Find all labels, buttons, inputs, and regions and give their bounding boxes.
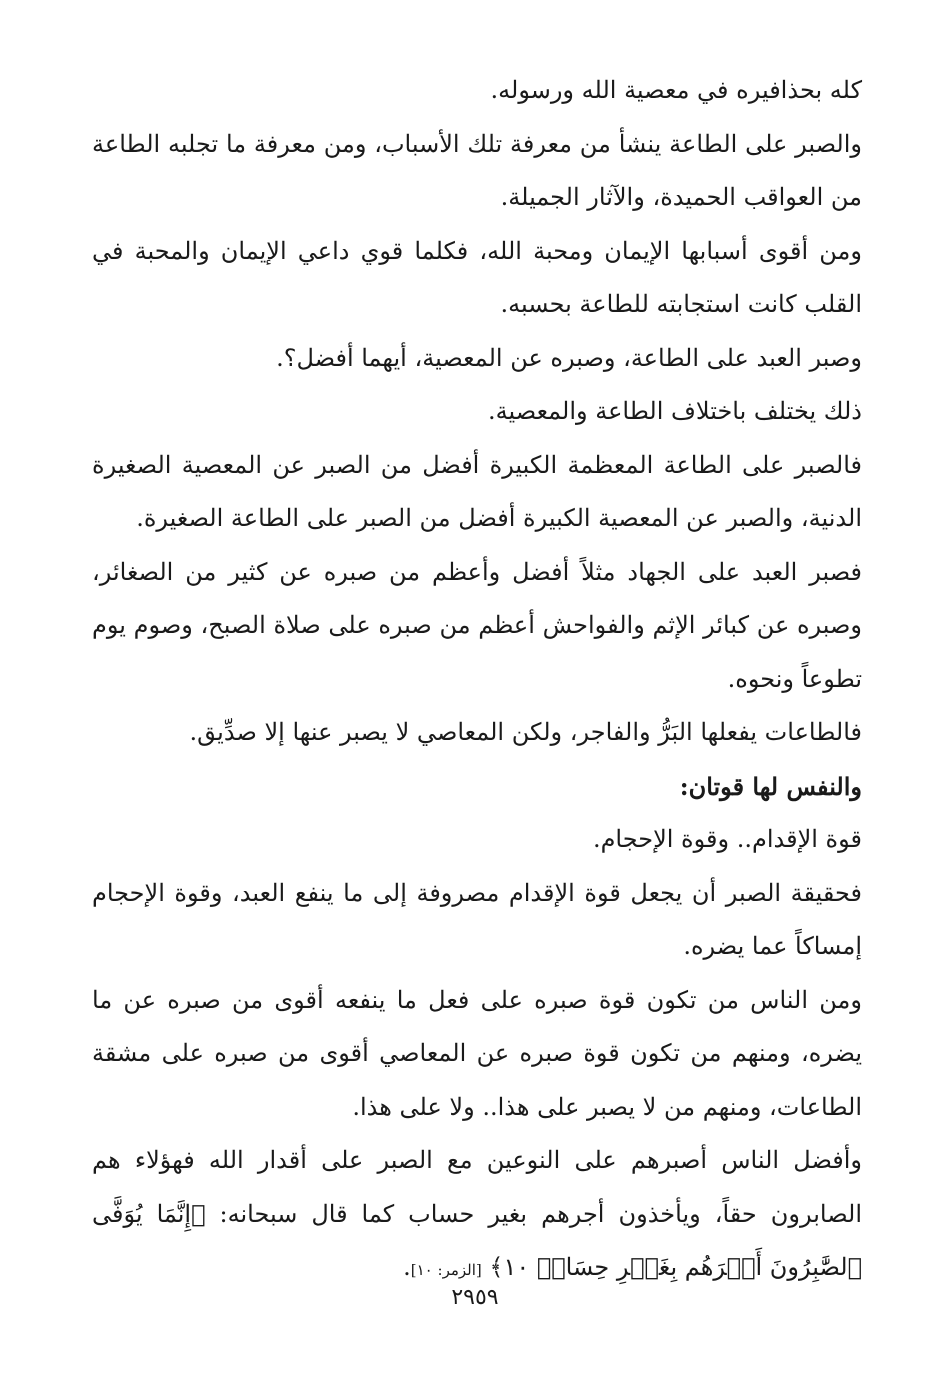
paragraph: قوة الإقدام.. وقوة الإحجام. — [592, 825, 862, 853]
final-period: . — [403, 1253, 411, 1281]
final-paragraph-text: وأفضل الناس أصبرهم على النوعين مع الصبر على أقدار الله فهؤلاء هم الصابرون حقاً، ويأخذون أجرهم بغير حساب كما قال سبحانه: — [92, 1146, 863, 1228]
section-heading: والنفس لها قوتان: — [679, 771, 862, 801]
paragraph: ومن أقوى أسبابها الإيمان ومحبة الله، فكلما قوي داعي الإيمان والمحبة في القلب كانت استجابته للطاعة بحسبه. — [92, 236, 862, 318]
final-paragraph — [92, 1134, 862, 1298]
paragraph: كله بحذافيره في معصية الله ورسوله. — [490, 76, 862, 104]
paragraph: وصبر العبد على الطاعة، وصبره عن المعصية، أيهما أفضل؟. — [276, 343, 862, 372]
verse-citation: [الزمر: ١٠] — [410, 1261, 482, 1279]
page-number: ٢٩٥٩ — [451, 1285, 499, 1310]
quran-verse: ﴿إِنَّمَا يُوَفَّى ٱلصَّٰبِرُونَ أَجۡرَهُم بِغَيۡرِ حِسَابٖ ١٠﴾ — [92, 1199, 862, 1281]
paragraph: ذلك يختلف باختلاف الطاعة والمعصية. — [488, 397, 862, 425]
paragraph: فحقيقة الصبر أن يجعل قوة الإقدام مصروفة إلى ما ينفع العبد، وقوة الإحجام إمساكاً عما يضره. — [92, 878, 862, 960]
paragraph: ومن الناس من تكون قوة صبره على فعل ما ينفعه أقوى من صبره عن ما يضره، ومنهم من تكون قوة صبره عن المعاصي أقوى من صبره على مشقة الطاعات، ومنهم من لا يصبر على هذا.. ولا على هذا. — [92, 985, 862, 1121]
paragraph: فالصبر على الطاعة المعظمة الكبيرة أفضل من الصبر عن المعصية الصغيرة الدنية، والصبر عن المعصية الكبيرة أفضل من الصبر على الطاعة الصغيرة. — [92, 450, 862, 532]
paragraph: فالطاعات يفعلها البَرُّ والفاجر، ولكن المعاصي لا يصبر عنها إلا صدِّيق. — [189, 718, 862, 746]
paragraph: فصبر العبد على الجهاد مثلاً أفضل وأعظم من صبره عن كثير من الصغائر، وصبره عن كبائر الإثم والفواحش أعظم من صبره على صلاة الصبح، وصوم يوم تطوعاً ونحوه. — [92, 557, 862, 693]
paragraph: والصبر على الطاعة ينشأ من معرفة تلك الأسباب، ومن معرفة ما تجلبه الطاعة من العواقب الحميدة، والآثار الجميلة. — [92, 129, 862, 211]
body-text — [92, 64, 862, 1298]
